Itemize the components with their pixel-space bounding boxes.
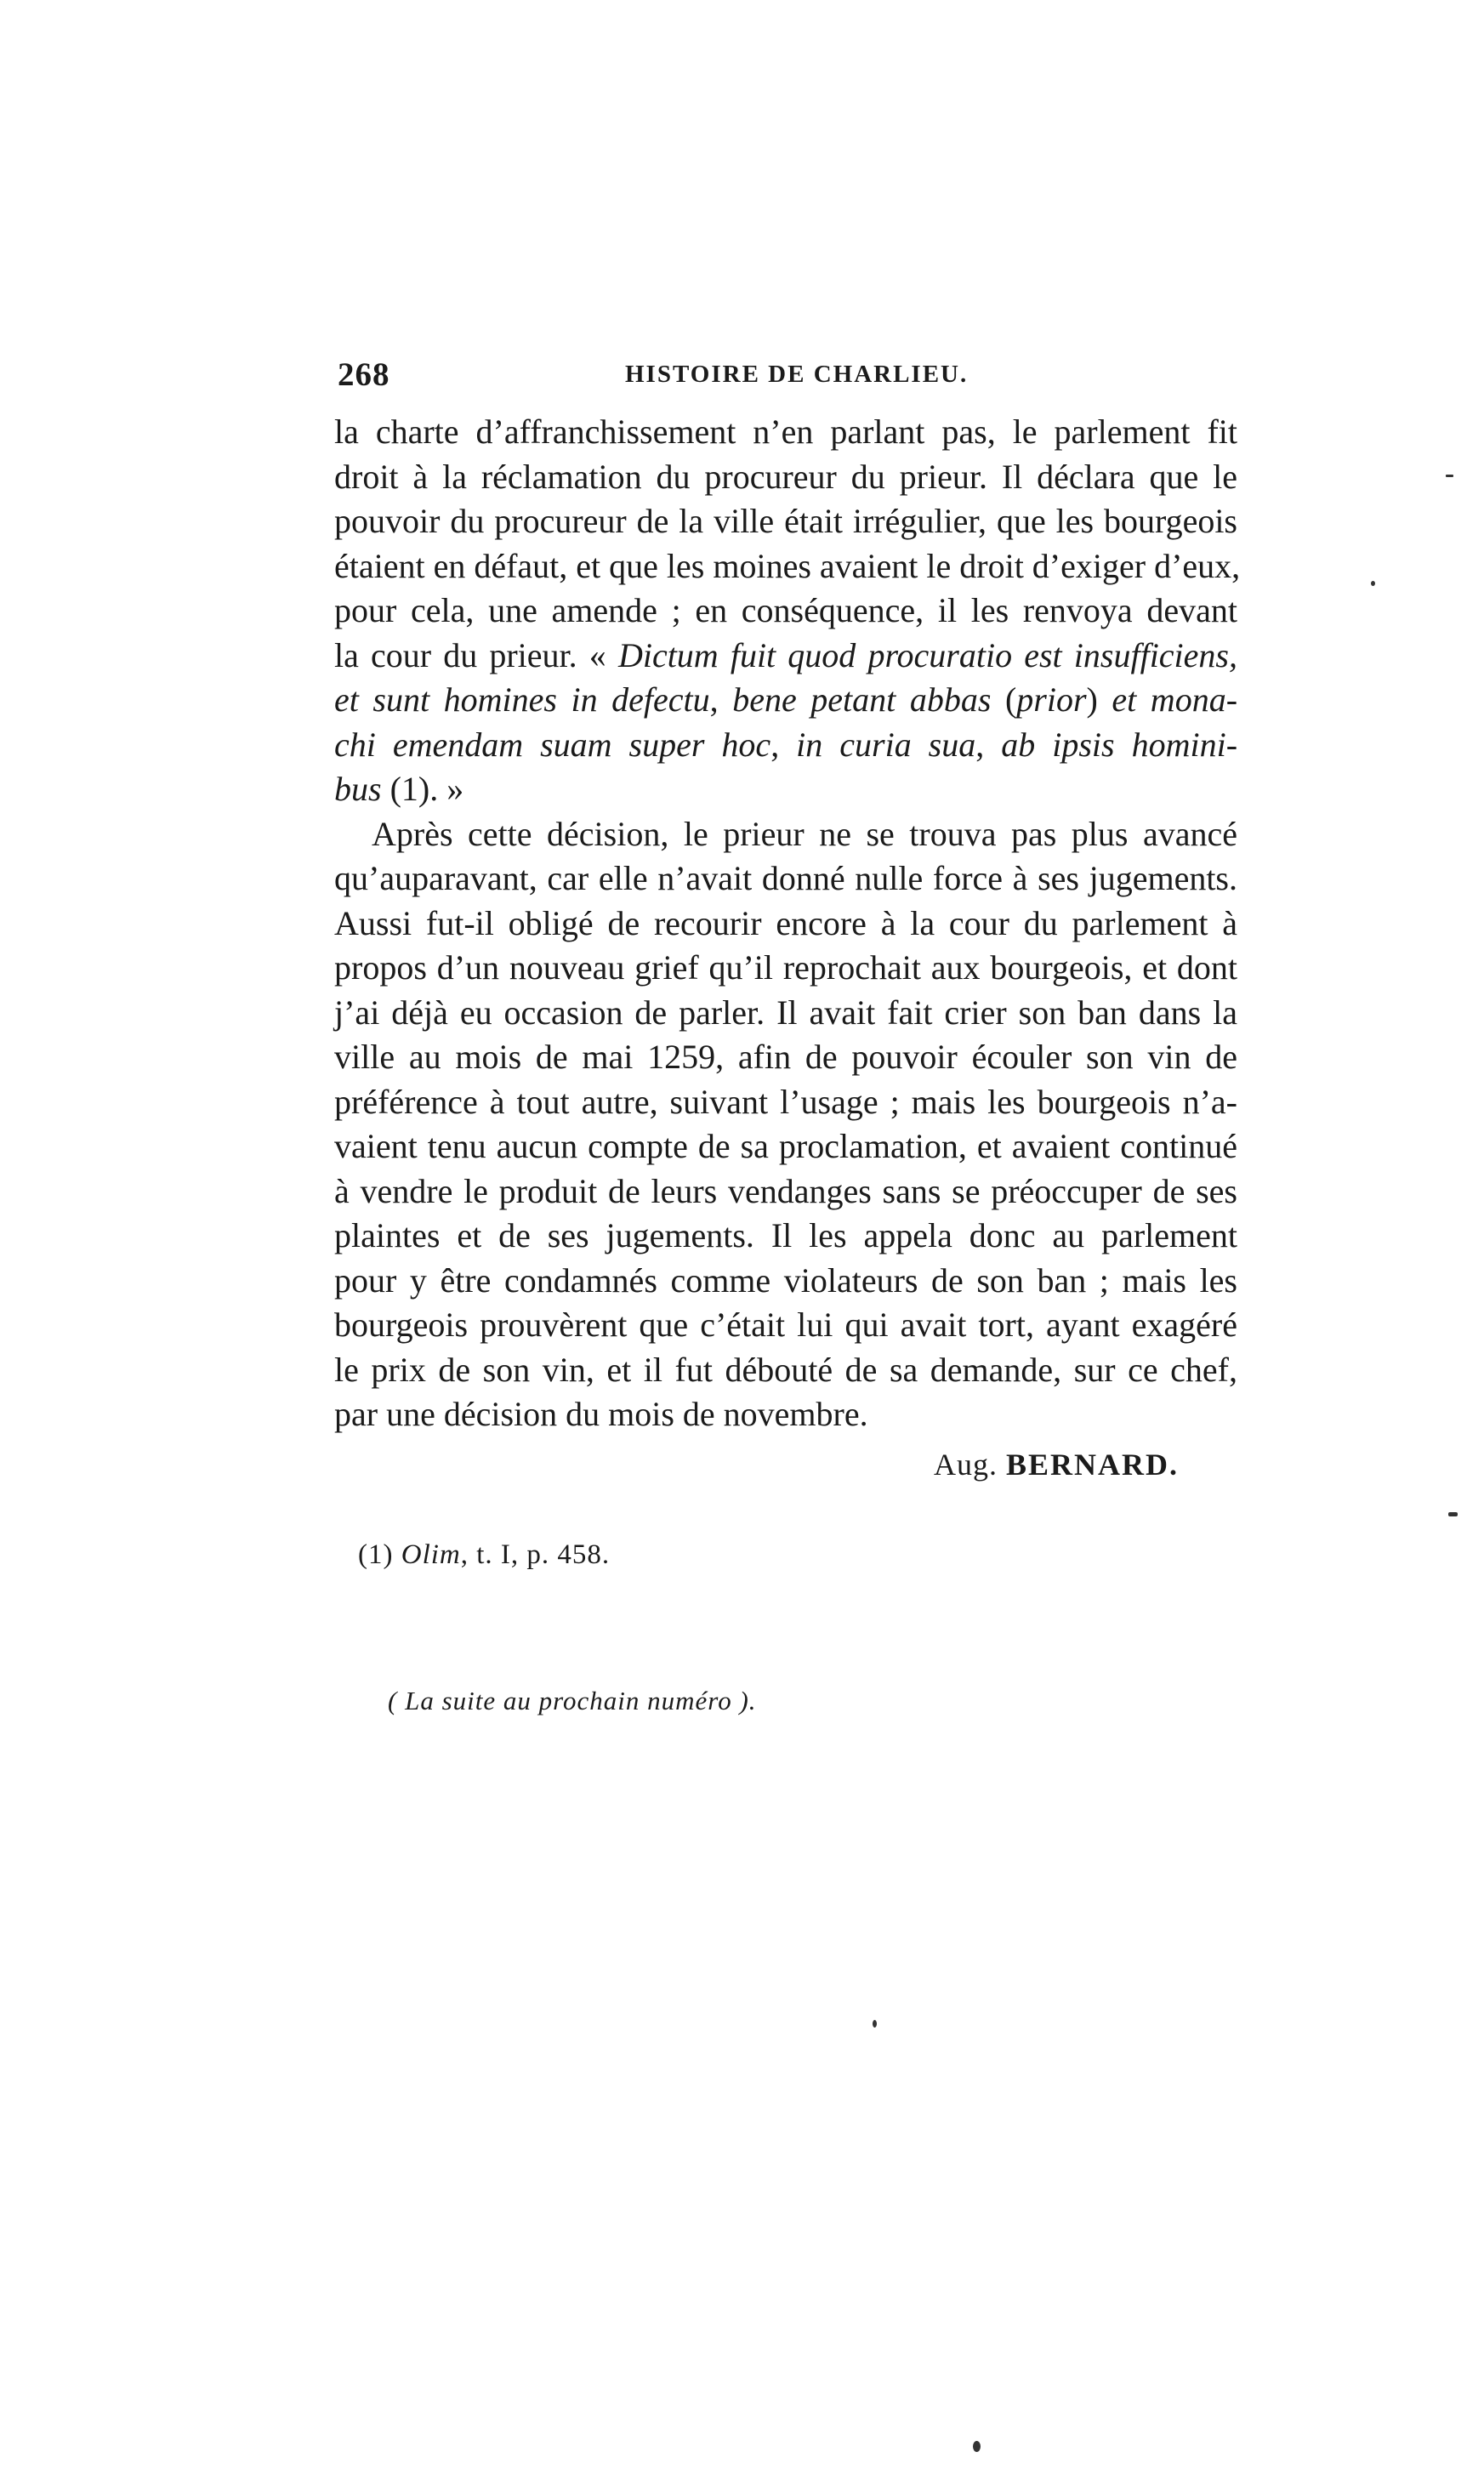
text-segment: préférence à tout autre, suivant l’usage ; mais les bourgeois n’a- — [334, 1082, 1237, 1121]
text-segment: la charte d’affranchissement n’en parlant pas, le parlement fit — [334, 412, 1237, 451]
text-line — [334, 455, 1237, 500]
text-line — [334, 1214, 1237, 1259]
latin-quote-segment: bus — [334, 770, 382, 808]
text-line — [334, 589, 1237, 634]
text-line — [334, 767, 1237, 812]
text-line — [334, 499, 1237, 544]
text-segment: j’ai déjà eu occasion de parler. Il avait fait crier son ban dans la — [334, 993, 1237, 1032]
print-speck — [873, 2020, 877, 2028]
footnote-marker: (1) — [358, 1539, 394, 1570]
continuation-note: ( La suite au prochain numéro ). — [388, 1686, 757, 1715]
text-segment: (1). » — [381, 770, 464, 808]
text-segment: la cour du prieur. « — [334, 635, 618, 674]
print-speck — [1446, 475, 1453, 477]
text-line — [334, 678, 1237, 723]
text-line — [334, 544, 1241, 589]
paragraph — [334, 812, 1237, 1437]
print-speck — [973, 2441, 981, 2452]
signature-prefix: Aug. — [934, 1448, 998, 1482]
latin-quote-segment: prior — [1016, 680, 1087, 719]
text-segment: ) — [1086, 680, 1112, 719]
text-segment: plaintes et de ses jugements. Il les appela donc au parlement — [334, 1216, 1237, 1254]
text-line — [334, 1035, 1237, 1080]
page-number: 268 — [338, 356, 390, 393]
text-segment: le prix de son vin, et il fut débouté de sa demande, sur ce chef, — [334, 1350, 1237, 1389]
latin-quote-segment: Dictum fuit quod procuratio est insufficiens, — [617, 635, 1237, 674]
latin-quote-segment: ab ipsis homini- — [1001, 725, 1238, 764]
text-line — [334, 634, 1237, 679]
latin-quote-segment: bene petant abbas — [732, 680, 992, 719]
text-segment: Aussi fut-il obligé de recourir encore à la cour du parlement à — [334, 903, 1237, 942]
text-segment: , — [975, 725, 1002, 764]
text-segment: , — [709, 680, 733, 719]
text-line — [334, 723, 1237, 768]
signature-name: BERNARD. — [1006, 1448, 1180, 1482]
text-line — [334, 991, 1237, 1036]
text-line — [334, 1169, 1237, 1215]
text-segment: Après cette décision, le prieur ne se trouva pas plus avancé — [372, 814, 1237, 853]
author-signature — [934, 1447, 1179, 1482]
latin-quote-segment: et sunt homines in defectu — [334, 680, 710, 719]
text-line — [334, 1392, 1237, 1437]
text-segment: pour cela, une amende ; en conséquence, il les renvoya devant — [334, 591, 1237, 629]
text-line — [334, 1303, 1237, 1348]
footnote — [358, 1539, 610, 1571]
text-segment: propos d’un nouveau grief qu’il reprochait aux bourgeois, et dont — [334, 948, 1237, 987]
text-segment: à vendre le produit de leurs vendanges sans se préoccuper de ses — [334, 1171, 1237, 1210]
text-line — [334, 1259, 1237, 1304]
text-segment: pouvoir du procureur de la ville était irrégulier, que les bourgeois — [334, 502, 1237, 540]
text-segment: bourgeois prouvèrent que c’était lui qui avait tort, ayant exagéré — [334, 1306, 1237, 1344]
text-line — [334, 902, 1237, 947]
page-header — [338, 356, 1237, 398]
latin-quote-segment: in curia sua — [796, 725, 976, 764]
text-line — [334, 856, 1237, 902]
print-speck — [1371, 581, 1375, 586]
body-text — [334, 410, 1241, 1437]
footnote-reference: , t. I, p. 458. — [460, 1539, 611, 1570]
paragraph — [334, 410, 1241, 812]
latin-quote-segment: chi emendam suam super hoc — [334, 725, 771, 764]
text-segment: étaient en défaut, et que les moines avaient le droit d’exiger d’eux, — [334, 546, 1241, 585]
text-segment: vaient tenu aucun compte de sa proclamation, et avaient continué — [334, 1127, 1237, 1165]
text-line — [334, 1348, 1237, 1393]
text-segment: ( — [991, 680, 1017, 719]
text-segment: , — [770, 725, 797, 764]
text-segment: pour y être condamnés comme violateurs de son ban ; mais les — [334, 1260, 1237, 1300]
text-segment: ville au mois de mai 1259, afin de pouvoir écouler son vin de — [334, 1038, 1237, 1076]
text-line — [334, 410, 1237, 455]
text-segment: droit à la réclamation du procureur du prieur. Il déclara que le — [334, 457, 1237, 496]
running-title: HISTOIRE DE CHARLIEU. — [625, 361, 969, 388]
print-speck — [1448, 1512, 1458, 1516]
text-line — [334, 812, 1237, 857]
latin-quote-segment: et mona- — [1112, 680, 1238, 719]
text-segment: qu’auparavant, car elle n’avait donné nulle force à ses jugements. — [334, 859, 1237, 897]
text-line — [334, 1124, 1237, 1169]
text-line — [334, 946, 1237, 991]
text-line — [334, 1080, 1237, 1125]
text-segment: par une décision du mois de novembre. — [334, 1395, 868, 1433]
footnote-source: Olim — [401, 1539, 461, 1570]
